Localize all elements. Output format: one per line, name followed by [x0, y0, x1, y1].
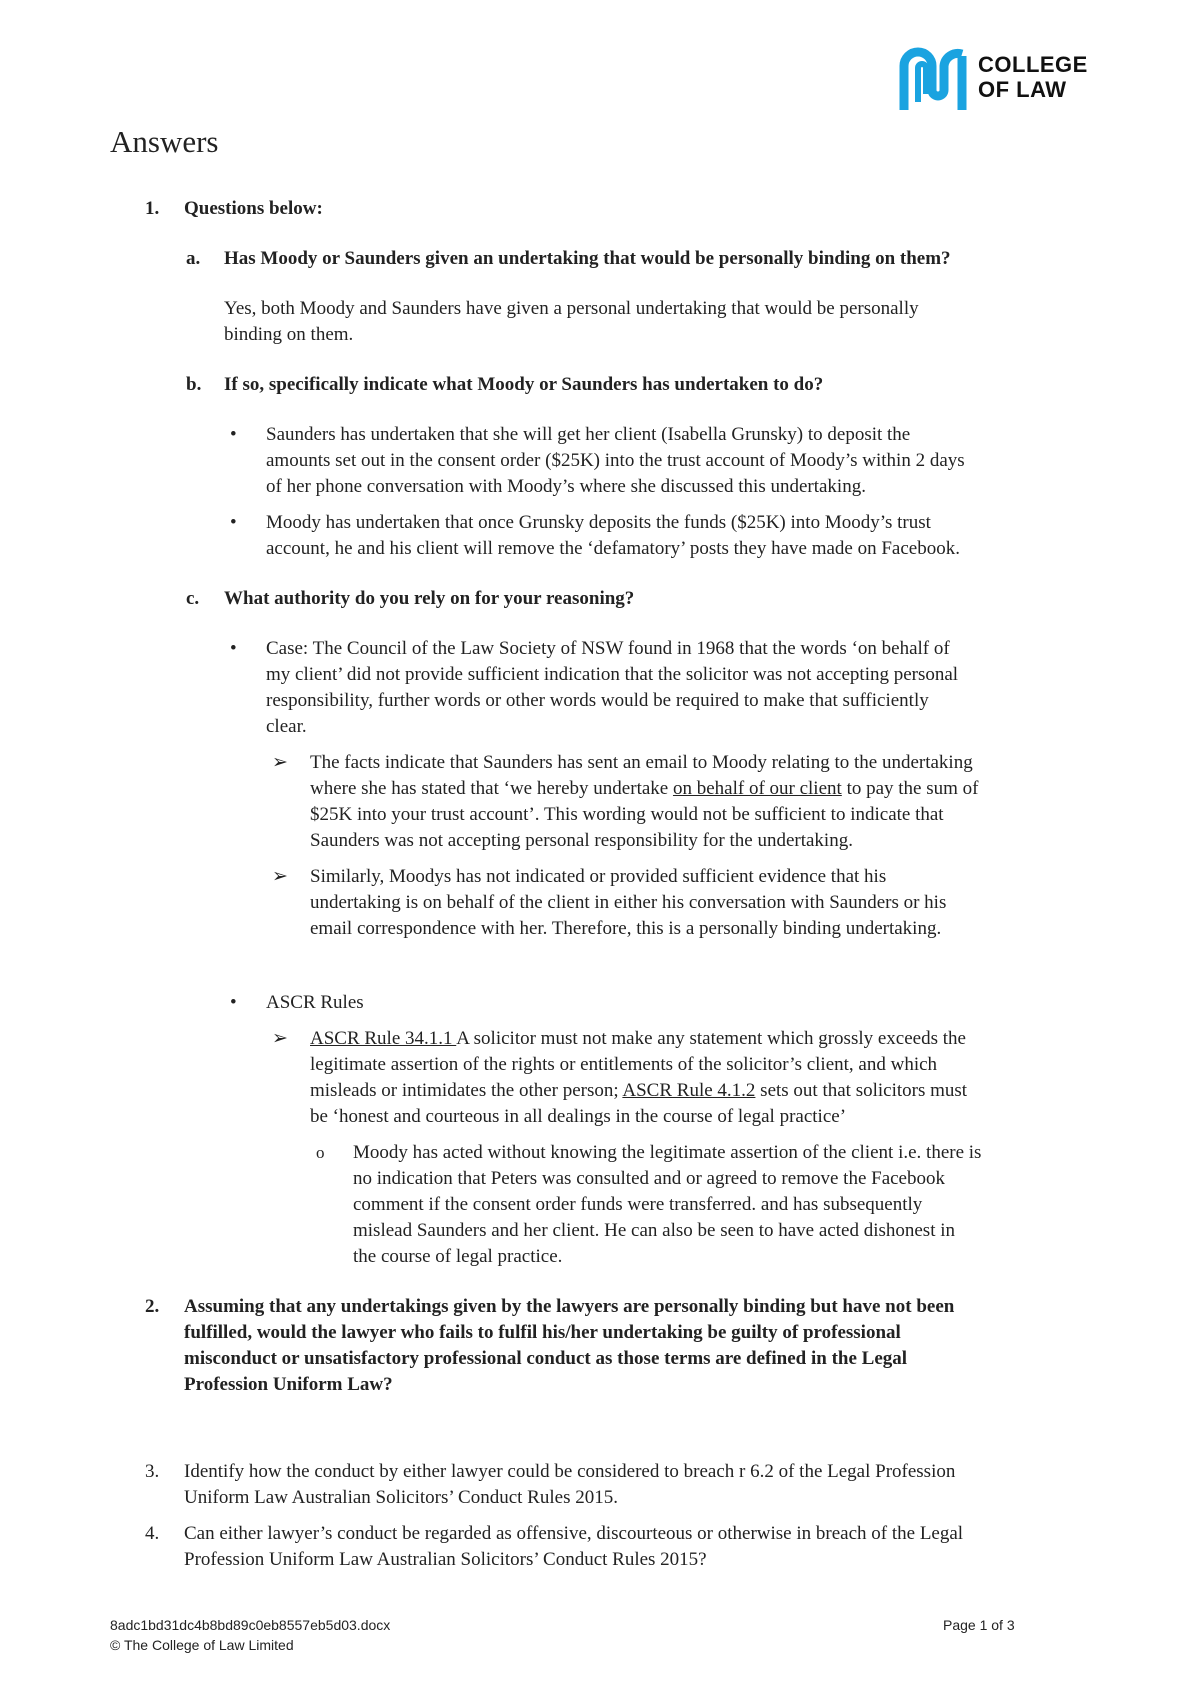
- facts-line: The facts indicate that Saunders has sent an email to Moody relating to the undertaking: [310, 752, 973, 773]
- q1-heading: Questions below:: [184, 198, 323, 219]
- q1b-bullet1-line: amounts set out in the consent order ($25K) into the trust account of Moody’s within 2 days: [266, 450, 965, 471]
- q2-line: Profession Uniform Law?: [184, 1374, 393, 1395]
- arrow-bullet-icon: ➢: [272, 1028, 288, 1049]
- logo-text: [978, 52, 1088, 102]
- bullet-icon: •: [230, 512, 237, 533]
- case-line: Case: The Council of the Law Society of NSW found in 1968 that the words ‘on behalf of: [266, 638, 950, 659]
- logo-mark-icon: [898, 44, 968, 112]
- on-behalf-underlined: on behalf of our client: [672, 778, 842, 799]
- facts-line: $25K into your trust account’. This wording would not be sufficient to indicate that: [310, 804, 944, 825]
- moody-line: no indication that Peters was consulted and or agreed to remove the Facebook: [353, 1168, 945, 1189]
- bullet-icon: •: [230, 424, 237, 445]
- q1b-letter: b.: [186, 374, 202, 395]
- moody-line: mislead Saunders and her client. He can also be seen to have acted dishonest in: [353, 1220, 955, 1241]
- ascr-line: legitimate assertion of the rights or entitlements of the solicitor’s client, and which: [310, 1054, 938, 1075]
- footer-filename: 8adc1bd31dc4b8bd89c0eb8557eb5d03.docx: [110, 1617, 391, 1633]
- ascr-line: be ‘honest and courteous in all dealings in the course of legal practice’: [310, 1106, 847, 1127]
- q3-number: 3.: [145, 1461, 160, 1482]
- circle-bullet-icon: o: [316, 1143, 325, 1162]
- ascr-text: A solicitor must not make any statement which grossly exceeds the: [456, 1028, 966, 1049]
- college-of-law-logo: [898, 44, 1103, 116]
- q1c-question: What authority do you rely on for your reasoning?: [224, 588, 635, 609]
- ascr-rule-4-link: ASCR Rule 4.1.2: [622, 1080, 756, 1101]
- q2-line: fulfilled, would the lawyer who fails to fulfil his/her undertaking be guilty of professional: [184, 1322, 901, 1343]
- q1c-letter: c.: [186, 588, 200, 609]
- q1a-letter: a.: [186, 248, 201, 269]
- ascr-line: [310, 1026, 966, 1052]
- bullet-icon: •: [230, 992, 237, 1013]
- similarly-line: email correspondence with her. Therefore, this is a personally binding undertaking.: [310, 918, 942, 939]
- footer-copyright: © The College of Law Limited: [110, 1637, 294, 1653]
- q1b-bullet1-line: of her phone conversation with Moody’s where she discussed this undertaking.: [266, 476, 866, 497]
- bullet-icon: •: [230, 638, 237, 659]
- ascr-rule-34-link: ASCR Rule 34.1.1: [310, 1028, 457, 1049]
- q2-number: 2.: [145, 1296, 160, 1317]
- q1a-question: Has Moody or Saunders given an undertaking that would be personally binding on them?: [224, 248, 951, 269]
- q2-line: Assuming that any undertakings given by the lawyers are personally binding but have not been: [184, 1296, 955, 1317]
- moody-line: Moody has acted without knowing the legitimate assertion of the client i.e. there is: [353, 1142, 982, 1163]
- ascr-text: sets out that solicitors must: [755, 1080, 968, 1101]
- q1-number: 1.: [145, 198, 160, 219]
- q1a-answer-line: binding on them.: [224, 324, 354, 345]
- logo-line-1: COLLEGE: [978, 52, 1088, 77]
- q1b-bullet2-line: account, he and his client will remove the ‘defamatory’ posts they have made on Facebook.: [266, 538, 960, 559]
- q4-line: Profession Uniform Law Australian Solicitors’ Conduct Rules 2015?: [184, 1549, 707, 1570]
- q2-line: misconduct or unsatisfactory professional conduct as those terms are defined in the Legal: [184, 1348, 908, 1369]
- moody-line: comment if the consent order funds were transferred. and has subsequently: [353, 1194, 923, 1215]
- moody-line: the course of legal practice.: [353, 1246, 563, 1267]
- arrow-bullet-icon: ➢: [272, 866, 288, 887]
- ascr-text: misleads or intimidates the other person;: [310, 1080, 623, 1101]
- q1b-question: If so, specifically indicate what Moody or Saunders has undertaken to do?: [224, 374, 824, 395]
- ascr-line: [310, 1078, 967, 1104]
- similarly-line: Similarly, Moodys has not indicated or provided sufficient evidence that his: [310, 866, 887, 887]
- facts-line: [310, 776, 979, 802]
- q1b-bullet2-line: Moody has undertaken that once Grunsky deposits the funds ($25K) into Moody’s trust: [266, 512, 931, 533]
- arrow-bullet-icon: ➢: [272, 752, 288, 773]
- ascr-rules-label: ASCR Rules: [266, 992, 364, 1013]
- q3-line: Uniform Law Australian Solicitors’ Conduct Rules 2015.: [184, 1487, 618, 1508]
- q1a-answer-line: Yes, both Moody and Saunders have given a personal undertaking that would be personally: [224, 298, 919, 319]
- q4-number: 4.: [145, 1523, 160, 1544]
- footer-page-number: Page 1 of 3: [943, 1617, 1015, 1633]
- facts-text: to pay the sum of: [841, 778, 979, 799]
- page-title: Answers: [110, 124, 219, 159]
- logo-line-2: OF LAW: [978, 77, 1067, 102]
- q4-line: Can either lawyer’s conduct be regarded as offensive, discourteous or otherwise in breach of the Legal: [184, 1523, 964, 1544]
- case-line: responsibility, further words or other words would be required to make that sufficiently: [266, 690, 929, 711]
- facts-line: Saunders was not accepting personal responsibility for the undertaking.: [310, 830, 853, 851]
- similarly-line: undertaking is on behalf of the client in either his conversation with Saunders or his: [310, 892, 947, 913]
- q1b-bullet1-line: Saunders has undertaken that she will get her client (Isabella Grunsky) to deposit the: [266, 424, 911, 445]
- facts-text: where she has stated that ‘we hereby undertake: [310, 778, 673, 799]
- q3-line: Identify how the conduct by either lawyer could be considered to breach r 6.2 of the Legal Profession: [184, 1461, 956, 1482]
- case-line: clear.: [266, 716, 307, 737]
- case-line: my client’ did not provide sufficient indication that the solicitor was not accepting personal: [266, 664, 959, 685]
